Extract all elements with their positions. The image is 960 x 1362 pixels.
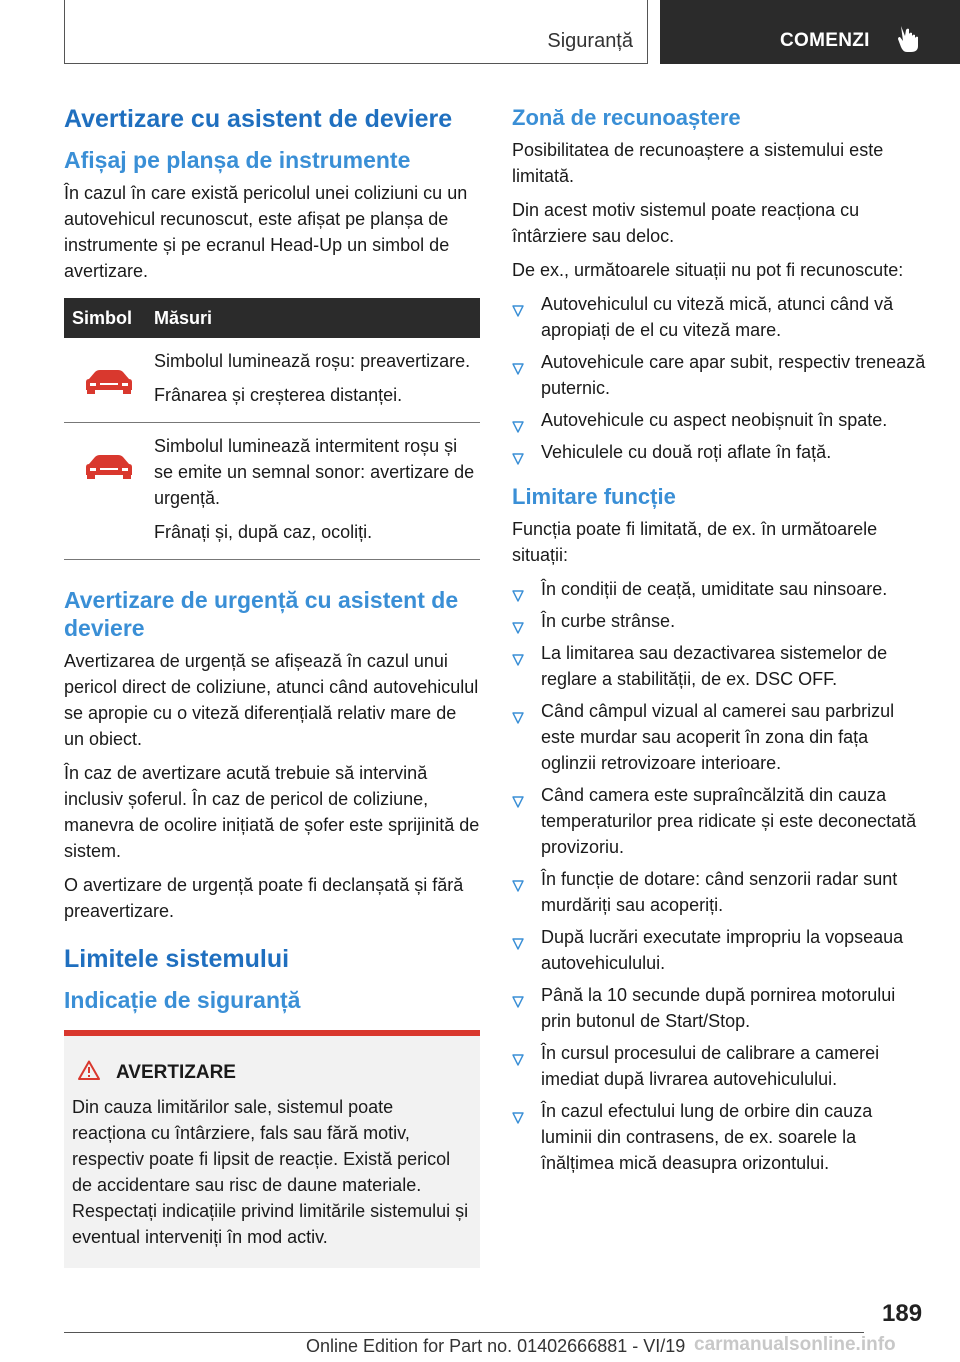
- left-column: [64, 100, 480, 1268]
- list-item: [512, 291, 928, 343]
- heading-detection-zone: Zonă de recunoaștere: [512, 105, 741, 130]
- list-item-text: Autovehicule care apar subit, respectiv trenează puternic.: [541, 352, 926, 398]
- paragraph: În cazul în care există pericolul unei coliziuni cu un autovehicul recunoscut, este afișat pe planșa de instrumente și pe ecranul Head-Up un simbol de avertizare.: [64, 183, 468, 281]
- list-item: [512, 782, 928, 860]
- heading-instrument-display: Afișaj pe planșa de instrumente: [64, 147, 411, 173]
- triangle-bullet-icon: [512, 1047, 524, 1073]
- list-item-text: Când câmpul vizual al camerei sau parbrizul este murdar sau acoperit în zona din fața oglinzii retrovizoare interioare.: [541, 701, 895, 773]
- triangle-bullet-icon: [512, 414, 524, 440]
- list-item: [512, 698, 928, 776]
- triangle-bullet-icon: [512, 789, 524, 815]
- list-item-text: În cazul efectului lung de orbire din cauza luminii din contrasens, de ex. soarele la înălțimea mică deasupra orizontului.: [541, 1101, 873, 1173]
- triangle-bullet-icon: [512, 931, 524, 957]
- heading-emergency-warning: Avertizare de urgență cu asistent de deviere: [64, 587, 459, 641]
- list-item: [512, 1040, 928, 1092]
- detection-limits-list: [512, 291, 928, 465]
- warning-triangle-icon: [72, 1060, 116, 1086]
- list-item: [512, 576, 928, 602]
- header-chapter-box: [660, 0, 960, 64]
- list-item: [512, 349, 928, 401]
- warning-text: Din cauza limitărilor sale, sistemul poate reacționa cu întârziere, fals sau fără motiv, respectiv poate fi lipsit de reacție. Există pericol de accidentare sau risc de daune materiale. Respectați indicațiile privind limitările sistemului și eventual interveniți în mod activ.: [72, 1097, 469, 1247]
- right-column: [512, 100, 928, 1186]
- measure-text: Simbolul luminează roșu: preavertizare.: [154, 351, 471, 371]
- column-header-measures: Măsuri: [154, 307, 213, 328]
- paragraph: În caz de avertizare acută trebuie să intervină inclusiv șoferul. În caz de pericol de coliziune, manevra de ocolire inițiată de șofer este sprijinită de sistem.: [64, 763, 480, 861]
- triangle-bullet-icon: [512, 446, 524, 472]
- list-item-text: În cursul procesului de calibrare a camerei imediat după livrarea autovehiculului.: [541, 1043, 880, 1089]
- warning-title: AVERTIZARE: [116, 1062, 236, 1083]
- table-row: [64, 423, 480, 560]
- triangle-bullet-icon: [512, 873, 524, 899]
- paragraph: Funcția poate fi limitată, de ex. în următoarele situații:: [512, 519, 878, 565]
- car-warning-icon: [84, 368, 134, 416]
- paragraph: Avertizarea de urgență se afișează în cazul unui pericol direct de coliziune, atunci când autovehiculul se apropie cu o viteză diferențială relativ mare de un obiect.: [64, 651, 479, 749]
- car-warning-icon: [84, 453, 134, 553]
- column-header-symbol: Simbol: [72, 307, 133, 328]
- paragraph: Din acest motiv sistemul poate reacționa cu întârziere sau deloc.: [512, 200, 860, 246]
- footer-edition: Online Edition for Part no. 01402666881 - VI/19: [306, 1336, 686, 1356]
- list-item: [512, 924, 928, 976]
- measure-text: Frânarea și creșterea distanței.: [154, 385, 403, 405]
- header-chapter-title: COMENZI: [780, 30, 870, 51]
- list-item: [512, 1098, 928, 1176]
- list-item: [512, 608, 928, 634]
- triangle-bullet-icon: [512, 1105, 524, 1131]
- paragraph: O avertizare de urgență poate fi declanșată și fără preavertizare.: [64, 875, 464, 921]
- list-item: [512, 982, 928, 1034]
- heading-system-limits: Limitele sistemului: [64, 945, 290, 973]
- hand-pointer-icon: [896, 24, 922, 59]
- list-item-text: După lucrări executate impropriu la vopseaua autovehiculului.: [541, 927, 904, 973]
- table-header: [64, 298, 480, 338]
- symbol-table: [64, 298, 480, 560]
- watermark: carmanualsonline.info: [694, 1334, 896, 1355]
- list-item: [512, 407, 928, 433]
- footer-divider: [64, 1332, 864, 1333]
- paragraph: De ex., următoarele situații nu pot fi recunoscute:: [512, 260, 904, 280]
- list-item-text: Autovehicule cu aspect neobișnuit în spate.: [541, 410, 888, 430]
- warning-box: [64, 1030, 480, 1268]
- triangle-bullet-icon: [512, 615, 524, 641]
- list-item: [512, 866, 928, 918]
- triangle-bullet-icon: [512, 647, 524, 673]
- list-item-text: În condiții de ceață, umiditate sau ninsoare.: [541, 579, 888, 599]
- triangle-bullet-icon: [512, 989, 524, 1015]
- list-item-text: La limitarea sau dezactivarea sistemelor de reglare a stabilității, de ex. DSC OFF.: [541, 643, 888, 689]
- header-section-title: Siguranță: [547, 30, 633, 52]
- list-item: [512, 439, 928, 465]
- measure-text: Frânați și, după caz, ocoliți.: [154, 522, 373, 542]
- list-item: [512, 640, 928, 692]
- list-item-text: Autovehiculul cu viteză mică, atunci când vă apropiați de el cu viteză mare.: [541, 294, 894, 340]
- heading-function-limits: Limitare funcție: [512, 484, 676, 509]
- heading-safety-note: Indicație de siguranță: [64, 987, 301, 1013]
- list-item-text: Vehiculele cu două roți aflate în față.: [541, 442, 832, 462]
- measure-text: Simbolul luminează intermitent roșu și se emite un semnal sonor: avertizare de urgență.: [154, 436, 475, 508]
- page-number: 189: [882, 1300, 923, 1327]
- triangle-bullet-icon: [512, 298, 524, 324]
- header-section-box: [64, 0, 648, 64]
- triangle-bullet-icon: [512, 705, 524, 731]
- list-item-text: Până la 10 secunde după pornirea motorului prin butonul de Start/Stop.: [541, 985, 896, 1031]
- triangle-bullet-icon: [512, 583, 524, 609]
- function-limits-list: [512, 576, 928, 1176]
- list-item-text: În curbe strânse.: [541, 611, 676, 631]
- list-item-text: Când camera este supraîncălzită din cauza temperaturilor prea ridicate și este deconectată provizoriu.: [541, 785, 917, 857]
- paragraph: Posibilitatea de recunoaștere a sistemului este limitată.: [512, 140, 884, 186]
- heading-emergency-steering: Avertizare cu asistent de deviere: [64, 105, 453, 133]
- list-item-text: În funcție de dotare: când senzorii radar sunt murdăriți sau acoperiți.: [541, 869, 898, 915]
- triangle-bullet-icon: [512, 356, 524, 382]
- table-row: [64, 338, 480, 423]
